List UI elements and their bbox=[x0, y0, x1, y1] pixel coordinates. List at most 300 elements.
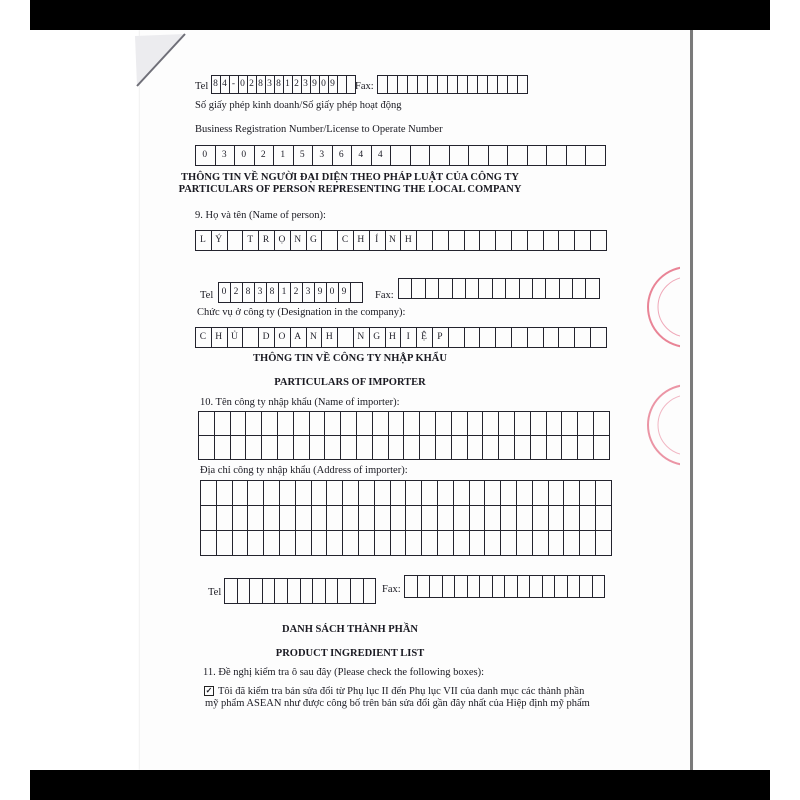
input-cell[interactable] bbox=[547, 436, 563, 460]
input-cell[interactable] bbox=[341, 412, 357, 436]
input-cell[interactable] bbox=[406, 481, 422, 506]
input-cell[interactable] bbox=[468, 412, 484, 436]
input-cell[interactable] bbox=[398, 76, 408, 94]
input-cell[interactable] bbox=[420, 436, 436, 460]
input-cell[interactable] bbox=[520, 279, 533, 299]
input-cell[interactable] bbox=[559, 231, 575, 251]
input-cell[interactable] bbox=[280, 481, 296, 506]
input-cell[interactable] bbox=[343, 481, 359, 506]
input-cell[interactable]: Í bbox=[370, 231, 386, 251]
input-cell[interactable] bbox=[515, 436, 531, 460]
input-cell[interactable] bbox=[296, 481, 312, 506]
input-cell[interactable] bbox=[496, 231, 512, 251]
input-cell[interactable] bbox=[327, 531, 343, 556]
input-cell[interactable] bbox=[422, 481, 438, 506]
input-cell[interactable] bbox=[452, 436, 468, 460]
input-cell[interactable]: H bbox=[401, 231, 417, 251]
input-cell[interactable] bbox=[505, 576, 518, 598]
input-cell[interactable] bbox=[326, 579, 339, 604]
input-cell[interactable] bbox=[201, 506, 217, 531]
input-cell[interactable] bbox=[512, 231, 528, 251]
input-cell[interactable]: 9 bbox=[315, 283, 327, 303]
input-cell[interactable] bbox=[325, 412, 341, 436]
importer-fax-field[interactable] bbox=[404, 575, 605, 598]
input-cell[interactable] bbox=[594, 412, 610, 436]
input-cell[interactable]: 3 bbox=[266, 76, 275, 94]
input-cell[interactable] bbox=[575, 328, 591, 348]
input-cell[interactable] bbox=[389, 412, 405, 436]
input-cell[interactable] bbox=[278, 412, 294, 436]
input-cell[interactable] bbox=[450, 146, 470, 166]
input-cell[interactable] bbox=[469, 146, 489, 166]
input-cell[interactable] bbox=[312, 531, 328, 556]
input-cell[interactable] bbox=[549, 531, 565, 556]
input-cell[interactable]: H bbox=[386, 328, 402, 348]
business-tel-field[interactable] bbox=[211, 75, 356, 94]
input-cell[interactable] bbox=[364, 579, 377, 604]
input-cell[interactable]: 3 bbox=[303, 283, 315, 303]
input-cell[interactable]: 2 bbox=[293, 76, 302, 94]
input-cell[interactable] bbox=[596, 506, 612, 531]
input-cell[interactable] bbox=[391, 481, 407, 506]
input-cell[interactable] bbox=[578, 436, 594, 460]
input-cell[interactable] bbox=[233, 481, 249, 506]
input-cell[interactable] bbox=[544, 231, 560, 251]
input-cell[interactable] bbox=[501, 506, 517, 531]
input-cell[interactable] bbox=[470, 506, 486, 531]
input-cell[interactable] bbox=[438, 531, 454, 556]
input-cell[interactable] bbox=[248, 531, 264, 556]
input-cell[interactable]: P bbox=[433, 328, 449, 348]
input-cell[interactable] bbox=[485, 531, 501, 556]
input-cell[interactable] bbox=[288, 579, 301, 604]
input-cell[interactable]: 1 bbox=[279, 283, 291, 303]
input-cell[interactable] bbox=[480, 576, 493, 598]
input-cell[interactable] bbox=[560, 279, 573, 299]
input-cell[interactable] bbox=[501, 531, 517, 556]
input-cell[interactable] bbox=[378, 76, 388, 94]
input-cell[interactable] bbox=[443, 576, 456, 598]
input-cell[interactable] bbox=[488, 76, 498, 94]
input-cell[interactable] bbox=[275, 579, 288, 604]
input-cell[interactable]: 3 bbox=[255, 283, 267, 303]
input-cell[interactable] bbox=[310, 436, 326, 460]
input-cell[interactable] bbox=[373, 436, 389, 460]
input-cell[interactable]: 0 bbox=[239, 76, 248, 94]
input-cell[interactable] bbox=[506, 279, 519, 299]
input-cell[interactable] bbox=[454, 506, 470, 531]
input-cell[interactable] bbox=[338, 76, 347, 94]
input-cell[interactable]: 2 bbox=[248, 76, 257, 94]
importer-address-field[interactable] bbox=[200, 480, 612, 556]
input-cell[interactable] bbox=[591, 231, 607, 251]
input-cell[interactable] bbox=[248, 481, 264, 506]
registration-number-field[interactable] bbox=[195, 145, 606, 166]
input-cell[interactable]: 2 bbox=[291, 283, 303, 303]
input-cell[interactable] bbox=[586, 279, 599, 299]
input-cell[interactable] bbox=[547, 146, 567, 166]
input-cell[interactable] bbox=[231, 436, 247, 460]
input-cell[interactable]: I bbox=[401, 328, 417, 348]
input-cell[interactable] bbox=[399, 279, 412, 299]
representative-tel-field[interactable] bbox=[218, 282, 363, 303]
input-cell[interactable] bbox=[501, 481, 517, 506]
input-cell[interactable] bbox=[412, 279, 425, 299]
input-cell[interactable]: 3 bbox=[313, 146, 333, 166]
input-cell[interactable] bbox=[250, 579, 263, 604]
input-cell[interactable] bbox=[454, 531, 470, 556]
input-cell[interactable] bbox=[449, 328, 465, 348]
input-cell[interactable]: Ủ bbox=[228, 328, 244, 348]
input-cell[interactable] bbox=[338, 328, 354, 348]
input-cell[interactable]: 0 bbox=[327, 283, 339, 303]
input-cell[interactable]: 3 bbox=[216, 146, 236, 166]
input-cell[interactable]: 4 bbox=[352, 146, 372, 166]
input-cell[interactable] bbox=[215, 436, 231, 460]
input-cell[interactable] bbox=[388, 76, 398, 94]
input-cell[interactable]: 8 bbox=[212, 76, 221, 94]
input-cell[interactable] bbox=[263, 579, 276, 604]
input-cell[interactable] bbox=[436, 436, 452, 460]
input-cell[interactable] bbox=[296, 506, 312, 531]
input-cell[interactable]: R bbox=[259, 231, 275, 251]
input-cell[interactable] bbox=[480, 328, 496, 348]
input-cell[interactable] bbox=[470, 481, 486, 506]
input-cell[interactable]: H bbox=[212, 328, 228, 348]
input-cell[interactable] bbox=[294, 412, 310, 436]
input-cell[interactable] bbox=[426, 279, 439, 299]
input-cell[interactable] bbox=[428, 76, 438, 94]
input-cell[interactable] bbox=[405, 576, 418, 598]
input-cell[interactable]: 9 bbox=[311, 76, 320, 94]
input-cell[interactable] bbox=[465, 231, 481, 251]
input-cell[interactable] bbox=[231, 412, 247, 436]
input-cell[interactable] bbox=[528, 231, 544, 251]
input-cell[interactable] bbox=[420, 412, 436, 436]
input-cell[interactable] bbox=[264, 531, 280, 556]
input-cell[interactable] bbox=[564, 506, 580, 531]
input-cell[interactable] bbox=[359, 506, 375, 531]
input-cell[interactable]: 2 bbox=[231, 283, 243, 303]
input-cell[interactable]: L bbox=[196, 231, 212, 251]
input-cell[interactable] bbox=[573, 279, 586, 299]
input-cell[interactable] bbox=[480, 231, 496, 251]
input-cell[interactable] bbox=[422, 506, 438, 531]
ingredient-checkbox[interactable]: ✓ bbox=[205, 686, 213, 695]
input-cell[interactable] bbox=[359, 481, 375, 506]
input-cell[interactable]: 8 bbox=[257, 76, 266, 94]
input-cell[interactable] bbox=[559, 328, 575, 348]
input-cell[interactable]: 8 bbox=[275, 76, 284, 94]
input-cell[interactable] bbox=[375, 506, 391, 531]
input-cell[interactable] bbox=[357, 412, 373, 436]
input-cell[interactable] bbox=[280, 531, 296, 556]
input-cell[interactable]: 4 bbox=[372, 146, 392, 166]
input-cell[interactable]: 8 bbox=[267, 283, 279, 303]
input-cell[interactable] bbox=[533, 531, 549, 556]
input-cell[interactable] bbox=[594, 436, 610, 460]
input-cell[interactable] bbox=[517, 506, 533, 531]
importer-name-field[interactable] bbox=[198, 411, 610, 460]
input-cell[interactable] bbox=[228, 231, 244, 251]
input-cell[interactable]: O bbox=[275, 328, 291, 348]
input-cell[interactable] bbox=[233, 506, 249, 531]
input-cell[interactable]: N bbox=[291, 231, 307, 251]
input-cell[interactable]: G bbox=[307, 231, 323, 251]
input-cell[interactable] bbox=[243, 328, 259, 348]
input-cell[interactable]: H bbox=[322, 328, 338, 348]
input-cell[interactable] bbox=[489, 146, 509, 166]
input-cell[interactable] bbox=[575, 231, 591, 251]
input-cell[interactable] bbox=[225, 579, 238, 604]
input-cell[interactable] bbox=[343, 531, 359, 556]
input-cell[interactable]: N bbox=[307, 328, 323, 348]
input-cell[interactable]: 1 bbox=[274, 146, 294, 166]
input-cell[interactable] bbox=[591, 328, 607, 348]
designation-field[interactable] bbox=[195, 327, 607, 348]
input-cell[interactable] bbox=[483, 436, 499, 460]
input-cell[interactable] bbox=[438, 76, 448, 94]
input-cell[interactable] bbox=[262, 412, 278, 436]
input-cell[interactable] bbox=[310, 412, 326, 436]
input-cell[interactable] bbox=[404, 412, 420, 436]
input-cell[interactable] bbox=[357, 436, 373, 460]
input-cell[interactable] bbox=[411, 146, 431, 166]
input-cell[interactable] bbox=[391, 506, 407, 531]
input-cell[interactable]: 0 bbox=[196, 146, 216, 166]
input-cell[interactable] bbox=[246, 436, 262, 460]
input-cell[interactable] bbox=[389, 436, 405, 460]
input-cell[interactable]: 3 bbox=[302, 76, 311, 94]
input-cell[interactable] bbox=[518, 576, 531, 598]
input-cell[interactable] bbox=[375, 531, 391, 556]
input-cell[interactable] bbox=[564, 481, 580, 506]
input-cell[interactable] bbox=[499, 436, 515, 460]
input-cell[interactable] bbox=[458, 76, 468, 94]
input-cell[interactable] bbox=[580, 506, 596, 531]
input-cell[interactable] bbox=[452, 412, 468, 436]
input-cell[interactable] bbox=[373, 412, 389, 436]
input-cell[interactable] bbox=[406, 531, 422, 556]
input-cell[interactable] bbox=[351, 579, 364, 604]
input-cell[interactable] bbox=[470, 531, 486, 556]
input-cell[interactable] bbox=[375, 481, 391, 506]
input-cell[interactable] bbox=[468, 76, 478, 94]
input-cell[interactable] bbox=[436, 412, 452, 436]
input-cell[interactable] bbox=[533, 481, 549, 506]
input-cell[interactable] bbox=[262, 436, 278, 460]
input-cell[interactable] bbox=[544, 328, 560, 348]
input-cell[interactable] bbox=[312, 481, 328, 506]
input-cell[interactable] bbox=[453, 279, 466, 299]
input-cell[interactable] bbox=[201, 531, 217, 556]
input-cell[interactable] bbox=[238, 579, 251, 604]
input-cell[interactable] bbox=[549, 481, 565, 506]
input-cell[interactable] bbox=[454, 481, 470, 506]
input-cell[interactable]: T bbox=[243, 231, 259, 251]
input-cell[interactable] bbox=[280, 506, 296, 531]
input-cell[interactable] bbox=[593, 576, 606, 598]
input-cell[interactable] bbox=[496, 328, 512, 348]
input-cell[interactable] bbox=[531, 436, 547, 460]
input-cell[interactable] bbox=[217, 481, 233, 506]
input-cell[interactable]: C bbox=[338, 231, 354, 251]
input-cell[interactable] bbox=[531, 412, 547, 436]
input-cell[interactable]: 1 bbox=[284, 76, 293, 94]
input-cell[interactable] bbox=[564, 531, 580, 556]
input-cell[interactable] bbox=[278, 436, 294, 460]
input-cell[interactable]: 2 bbox=[255, 146, 275, 166]
input-cell[interactable] bbox=[586, 146, 606, 166]
input-cell[interactable]: D bbox=[259, 328, 275, 348]
input-cell[interactable] bbox=[468, 576, 481, 598]
input-cell[interactable] bbox=[448, 76, 458, 94]
input-cell[interactable] bbox=[201, 481, 217, 506]
input-cell[interactable] bbox=[439, 279, 452, 299]
input-cell[interactable] bbox=[533, 279, 546, 299]
input-cell[interactable]: 0 bbox=[219, 283, 231, 303]
importer-tel-field[interactable] bbox=[224, 578, 376, 604]
input-cell[interactable] bbox=[596, 531, 612, 556]
input-cell[interactable]: N bbox=[354, 328, 370, 348]
input-cell[interactable] bbox=[430, 146, 450, 166]
input-cell[interactable] bbox=[517, 481, 533, 506]
input-cell[interactable]: G bbox=[370, 328, 386, 348]
input-cell[interactable] bbox=[217, 531, 233, 556]
input-cell[interactable] bbox=[596, 481, 612, 506]
input-cell[interactable] bbox=[483, 412, 499, 436]
input-cell[interactable] bbox=[485, 506, 501, 531]
input-cell[interactable] bbox=[479, 279, 492, 299]
input-cell[interactable] bbox=[562, 436, 578, 460]
input-cell[interactable] bbox=[517, 531, 533, 556]
representative-fax-field[interactable] bbox=[398, 278, 600, 299]
input-cell[interactable] bbox=[248, 506, 264, 531]
input-cell[interactable] bbox=[562, 412, 578, 436]
input-cell[interactable] bbox=[296, 531, 312, 556]
input-cell[interactable]: 9 bbox=[339, 283, 351, 303]
input-cell[interactable] bbox=[543, 576, 556, 598]
input-cell[interactable]: 0 bbox=[320, 76, 329, 94]
input-cell[interactable] bbox=[555, 576, 568, 598]
business-fax-field[interactable] bbox=[377, 75, 528, 94]
input-cell[interactable] bbox=[549, 506, 565, 531]
input-cell[interactable] bbox=[530, 576, 543, 598]
input-cell[interactable]: H bbox=[354, 231, 370, 251]
input-cell[interactable]: A bbox=[291, 328, 307, 348]
input-cell[interactable] bbox=[199, 412, 215, 436]
input-cell[interactable] bbox=[215, 412, 231, 436]
input-cell[interactable] bbox=[508, 76, 518, 94]
input-cell[interactable] bbox=[327, 506, 343, 531]
input-cell[interactable] bbox=[468, 436, 484, 460]
input-cell[interactable] bbox=[417, 231, 433, 251]
input-cell[interactable]: 0 bbox=[235, 146, 255, 166]
input-cell[interactable] bbox=[438, 506, 454, 531]
input-cell[interactable] bbox=[580, 481, 596, 506]
input-cell[interactable] bbox=[430, 576, 443, 598]
input-cell[interactable] bbox=[408, 76, 418, 94]
input-cell[interactable] bbox=[528, 328, 544, 348]
input-cell[interactable] bbox=[478, 76, 488, 94]
input-cell[interactable] bbox=[322, 231, 338, 251]
input-cell[interactable] bbox=[518, 76, 528, 94]
input-cell[interactable] bbox=[264, 506, 280, 531]
input-cell[interactable] bbox=[359, 531, 375, 556]
input-cell[interactable]: 9 bbox=[329, 76, 338, 94]
input-cell[interactable] bbox=[466, 279, 479, 299]
input-cell[interactable] bbox=[199, 436, 215, 460]
input-cell[interactable]: 6 bbox=[333, 146, 353, 166]
input-cell[interactable] bbox=[312, 506, 328, 531]
input-cell[interactable] bbox=[499, 412, 515, 436]
input-cell[interactable] bbox=[217, 506, 233, 531]
input-cell[interactable] bbox=[455, 576, 468, 598]
input-cell[interactable] bbox=[533, 506, 549, 531]
input-cell[interactable] bbox=[294, 436, 310, 460]
input-cell[interactable] bbox=[343, 506, 359, 531]
input-cell[interactable] bbox=[351, 283, 363, 303]
input-cell[interactable] bbox=[567, 146, 587, 166]
input-cell[interactable] bbox=[246, 412, 262, 436]
input-cell[interactable] bbox=[547, 412, 563, 436]
input-cell[interactable] bbox=[580, 531, 596, 556]
input-cell[interactable] bbox=[580, 576, 593, 598]
input-cell[interactable] bbox=[301, 579, 314, 604]
input-cell[interactable]: - bbox=[230, 76, 239, 94]
input-cell[interactable]: Ọ bbox=[275, 231, 291, 251]
input-cell[interactable] bbox=[433, 231, 449, 251]
input-cell[interactable] bbox=[418, 576, 431, 598]
input-cell[interactable] bbox=[568, 576, 581, 598]
input-cell[interactable] bbox=[406, 506, 422, 531]
input-cell[interactable] bbox=[485, 481, 501, 506]
input-cell[interactable]: Ệ bbox=[417, 328, 433, 348]
input-cell[interactable] bbox=[327, 481, 343, 506]
input-cell[interactable] bbox=[498, 76, 508, 94]
input-cell[interactable] bbox=[233, 531, 249, 556]
person-name-field[interactable] bbox=[195, 230, 607, 251]
input-cell[interactable]: N bbox=[386, 231, 402, 251]
input-cell[interactable] bbox=[449, 231, 465, 251]
input-cell[interactable]: C bbox=[196, 328, 212, 348]
input-cell[interactable] bbox=[325, 436, 341, 460]
input-cell[interactable]: Ý bbox=[212, 231, 228, 251]
input-cell[interactable] bbox=[404, 436, 420, 460]
input-cell[interactable] bbox=[338, 579, 351, 604]
input-cell[interactable] bbox=[515, 412, 531, 436]
input-cell[interactable] bbox=[391, 531, 407, 556]
input-cell[interactable] bbox=[512, 328, 528, 348]
input-cell[interactable] bbox=[438, 481, 454, 506]
input-cell[interactable] bbox=[493, 279, 506, 299]
input-cell[interactable]: 4 bbox=[221, 76, 230, 94]
input-cell[interactable] bbox=[493, 576, 506, 598]
input-cell[interactable]: 5 bbox=[294, 146, 314, 166]
input-cell[interactable] bbox=[508, 146, 528, 166]
input-cell[interactable] bbox=[313, 579, 326, 604]
input-cell[interactable] bbox=[391, 146, 411, 166]
input-cell[interactable] bbox=[422, 531, 438, 556]
input-cell[interactable]: 8 bbox=[243, 283, 255, 303]
input-cell[interactable] bbox=[546, 279, 559, 299]
input-cell[interactable] bbox=[578, 412, 594, 436]
input-cell[interactable] bbox=[264, 481, 280, 506]
input-cell[interactable] bbox=[341, 436, 357, 460]
input-cell[interactable] bbox=[465, 328, 481, 348]
input-cell[interactable] bbox=[528, 146, 548, 166]
input-cell[interactable] bbox=[418, 76, 428, 94]
